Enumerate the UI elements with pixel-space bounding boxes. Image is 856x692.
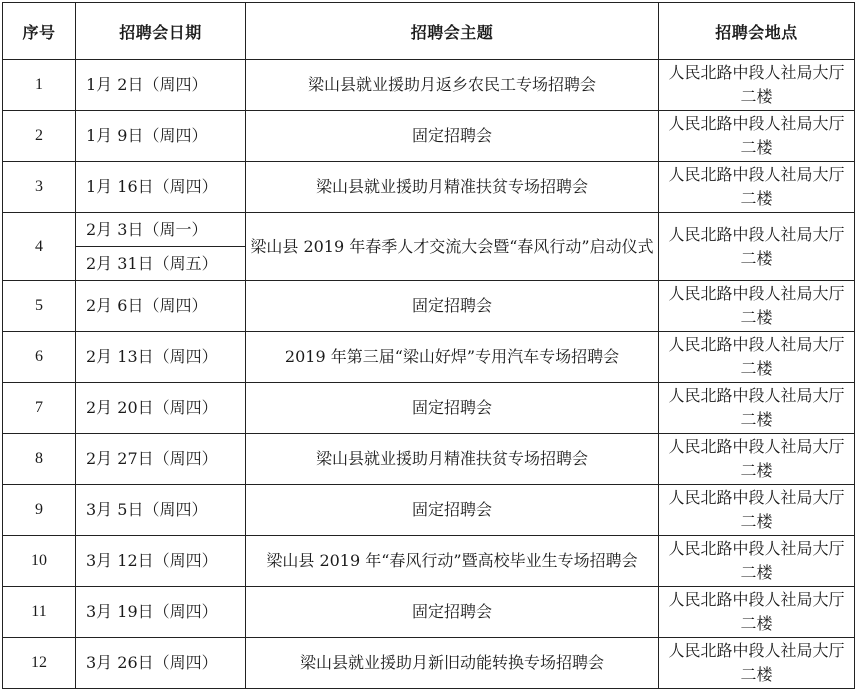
row-location: 人民北路中段人社局大厅二楼 xyxy=(659,213,855,281)
row-no: 8 xyxy=(3,434,76,485)
row-topic: 固定招聘会 xyxy=(246,281,659,332)
table-row xyxy=(3,485,855,536)
row-location: 人民北路中段人社局大厅二楼 xyxy=(659,281,855,332)
table-row xyxy=(3,383,855,434)
row-location: 人民北路中段人社局大厅二楼 xyxy=(659,485,855,536)
row-no: 5 xyxy=(3,281,76,332)
row-topic: 固定招聘会 xyxy=(246,111,659,162)
row-no: 10 xyxy=(3,536,76,587)
row-location: 人民北路中段人社局大厅二楼 xyxy=(659,162,855,213)
table-header-row xyxy=(3,3,855,60)
row-date: 3月 26日（周四） xyxy=(76,638,246,689)
row-no: 7 xyxy=(3,383,76,434)
row-topic: 梁山县 2019 年春季人才交流大会暨“春风行动”启动仪式 xyxy=(246,213,659,281)
table-row xyxy=(3,536,855,587)
row-location: 人民北路中段人社局大厅二楼 xyxy=(659,332,855,383)
row-location: 人民北路中段人社局大厅二楼 xyxy=(659,434,855,485)
header-topic: 招聘会主题 xyxy=(246,3,659,60)
row-topic: 梁山县就业援助月精准扶贫专场招聘会 xyxy=(246,162,659,213)
table-row xyxy=(3,332,855,383)
row-topic: 固定招聘会 xyxy=(246,383,659,434)
row-location: 人民北路中段人社局大厅二楼 xyxy=(659,60,855,111)
row-topic: 固定招聘会 xyxy=(246,485,659,536)
row-no: 11 xyxy=(3,587,76,638)
row-no: 9 xyxy=(3,485,76,536)
row-location: 人民北路中段人社局大厅二楼 xyxy=(659,587,855,638)
table-row xyxy=(3,281,855,332)
table-row xyxy=(3,111,855,162)
row-date: 2月 6日（周四） xyxy=(76,281,246,332)
row-no: 3 xyxy=(3,162,76,213)
row-date: 2月 27日（周四） xyxy=(76,434,246,485)
row-location: 人民北路中段人社局大厅二楼 xyxy=(659,383,855,434)
header-no: 序号 xyxy=(3,3,76,60)
row-topic: 梁山县 2019 年“春风行动”暨高校毕业生专场招聘会 xyxy=(246,536,659,587)
table-row xyxy=(3,587,855,638)
row-no: 4 xyxy=(3,213,76,281)
table-row xyxy=(3,162,855,213)
row-topic: 2019 年第三届“梁山好焊”专用汽车专场招聘会 xyxy=(246,332,659,383)
row-date: 3月 19日（周四） xyxy=(76,587,246,638)
row-date: 3月 12日（周四） xyxy=(76,536,246,587)
row-date: 2月 3日（周一） xyxy=(76,213,246,247)
table-row xyxy=(3,60,855,111)
row-no: 6 xyxy=(3,332,76,383)
row-date: 1月 9日（周四） xyxy=(76,111,246,162)
row-location: 人民北路中段人社局大厅二楼 xyxy=(659,638,855,689)
table-row xyxy=(3,638,855,689)
row-date: 1月 16日（周四） xyxy=(76,162,246,213)
row-location: 人民北路中段人社局大厅二楼 xyxy=(659,111,855,162)
row-date: 1月 2日（周四） xyxy=(76,60,246,111)
header-location: 招聘会地点 xyxy=(659,3,855,60)
row-no: 1 xyxy=(3,60,76,111)
table-row xyxy=(3,213,855,247)
job-fair-schedule-table xyxy=(2,2,855,689)
row-location: 人民北路中段人社局大厅二楼 xyxy=(659,536,855,587)
row-topic: 梁山县就业援助月精准扶贫专场招聘会 xyxy=(246,434,659,485)
row-date: 2月 20日（周四） xyxy=(76,383,246,434)
row-topic: 梁山县就业援助月返乡农民工专场招聘会 xyxy=(246,60,659,111)
table-row xyxy=(3,434,855,485)
header-date: 招聘会日期 xyxy=(76,3,246,60)
row-date-second: 2月 31日（周五） xyxy=(76,247,246,281)
row-date: 2月 13日（周四） xyxy=(76,332,246,383)
row-no: 12 xyxy=(3,638,76,689)
row-date: 3月 5日（周四） xyxy=(76,485,246,536)
row-no: 2 xyxy=(3,111,76,162)
row-topic: 固定招聘会 xyxy=(246,587,659,638)
row-topic: 梁山县就业援助月新旧动能转换专场招聘会 xyxy=(246,638,659,689)
